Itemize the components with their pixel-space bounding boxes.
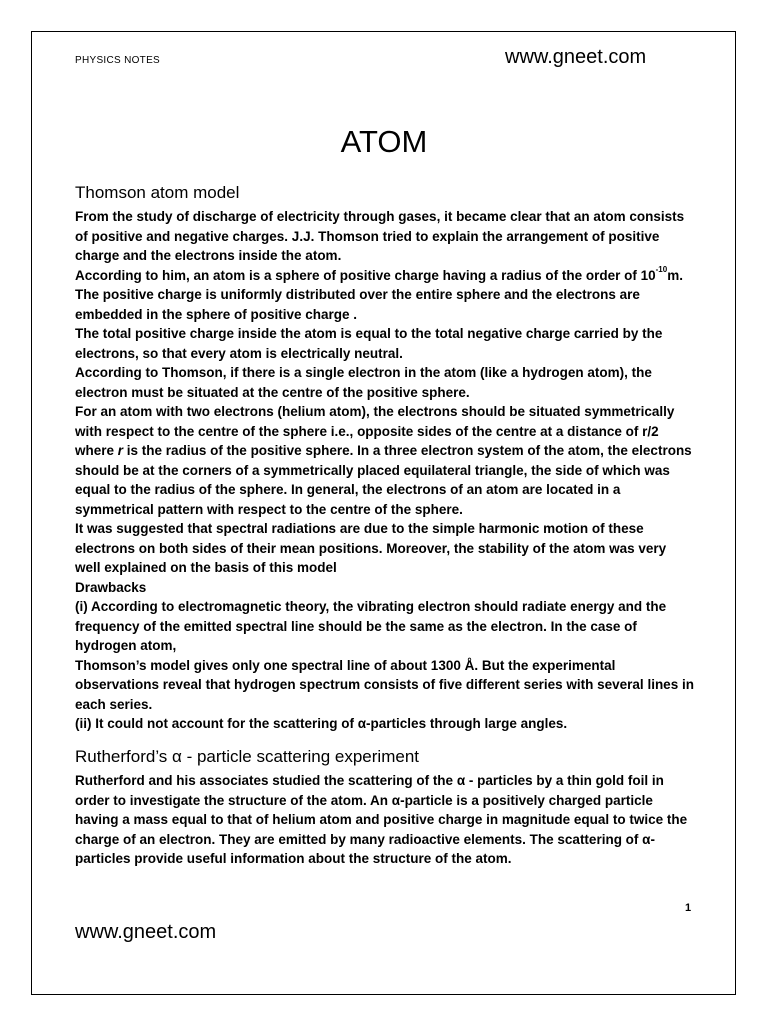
paragraph: (ii) It could not account for the scattering of α-particles through large angles.	[75, 716, 568, 731]
footer-website: www.gneet.com	[75, 921, 217, 943]
drawbacks-label: Drawbacks	[75, 579, 147, 595]
paragraph: According to Thomson, if there is a single electron in the atom (like a hydrogen atom), the electron must be situated at the centre of the positive sphere.	[75, 365, 652, 400]
paragraph: The total positive charge inside the atom is equal to the total negative charge carried by the electrons, so that every atom is electrically neutral.	[75, 326, 663, 361]
header-website: www.gneet.com	[505, 46, 647, 68]
page-title: ATOM	[340, 124, 428, 159]
section-heading-rutherford: Rutherford’s α - particle scattering experiment	[75, 747, 419, 766]
page-number: 1	[685, 902, 692, 914]
paragraph: (i) According to electromagnetic theory, the vibrating electron should radiate energy and the frequency of the emitted spectral line should be the same as the electron. In the case of hydrogen atom,	[75, 599, 667, 653]
paragraph: It was suggested that spectral radiations are due to the simple harmonic motion of these electrons on both sides of their mean positions. Moreover, the stability of the atom was very well explained on the basis of this model	[75, 521, 667, 575]
section-heading-thomson: Thomson atom model	[75, 183, 240, 202]
section-body-rutherford	[75, 771, 695, 869]
paragraph: Thomson’s model gives only one spectral line of about 1300 Å. But the experimental observations reveal that hydrogen spectrum consists of five different series with several lines in each series.	[75, 657, 694, 712]
paragraph: For an atom with two electrons (helium atom), the electrons should be situated symmetrically with respect to the centre of the sphere i.e., opposite sides of the centre at a distance of r/2 where r is the radius of the positive sphere. In a three electron system of the atom, the electrons should be at the corners of a symmetrically placed equilateral triangle, the side of which was equal to the radius of the sphere. In general, the electrons of an atom are located in a symmetrical pattern with respect to the centre of the sphere.	[75, 404, 692, 517]
paragraph: According to him, an atom is a sphere of positive charge having a radius of the order of $10^{-10}m$. The positive charge is uniformly distributed over the entire sphere and the electrons are embedded in the sphere of positive charge .	[75, 265, 683, 322]
paragraph: From the study of discharge of electricity through gases, it became clear that an atom consists of positive and negative charges. J.J. Thomson tried to explain the arrangement of positive charge and the electrons inside the atom.	[75, 209, 685, 263]
section-body-thomson	[75, 207, 695, 734]
paragraph: Rutherford and his associates studied the scattering of the α - particles by a thin gold foil in order to investigate the structure of the atom. An α-particle is a positively charged particle having a mass equal to that of helium atom and positive charge in magnitude equal to twice the charge of an electron. They are emitted by many radioactive elements. The scattering of α-particles provide useful information about the structure of the atom.	[75, 773, 688, 866]
header-label: PHYSICS NOTES	[75, 55, 161, 66]
